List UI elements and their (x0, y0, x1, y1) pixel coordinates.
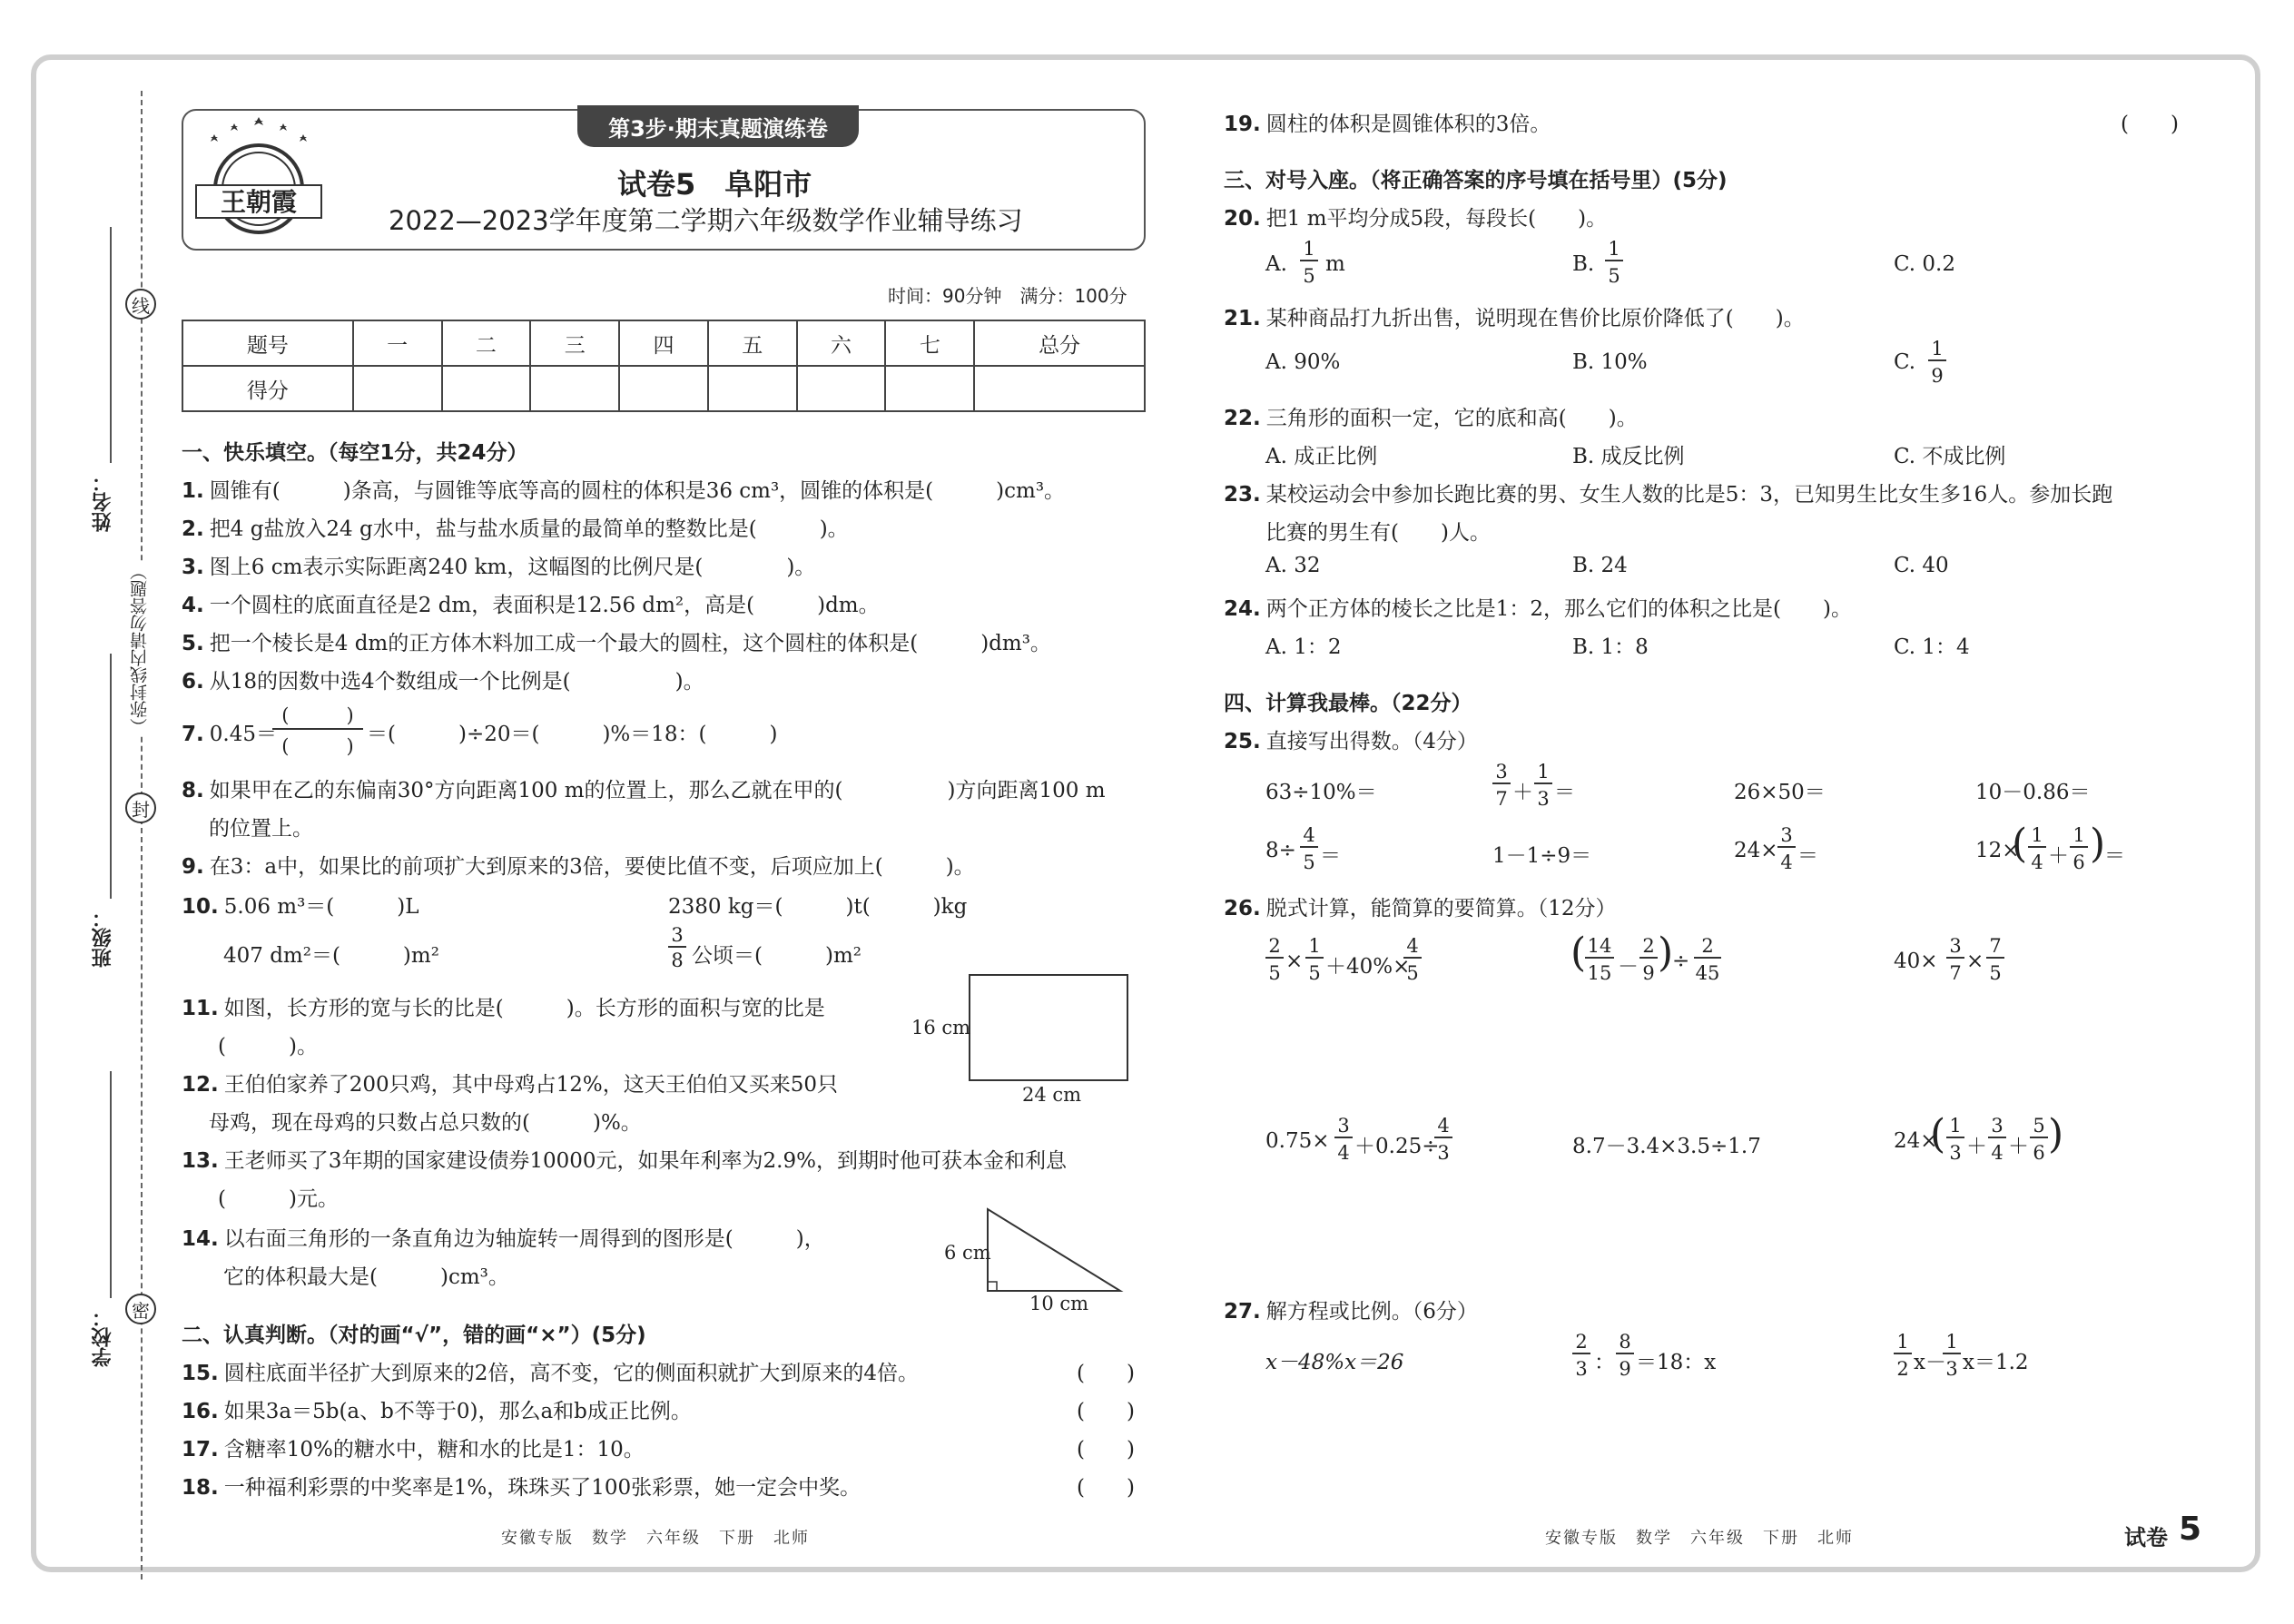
q26f-den1: 3 (1949, 1142, 1962, 1164)
q25b-eq: ＝ (1554, 781, 1575, 804)
q26c-times: × (1966, 950, 1984, 973)
q25h-den2: 6 (2072, 851, 2085, 873)
question-8-cont: 的位置上。 (209, 817, 313, 841)
q-text: 如果甲在乙的东偏南30°方向距离100 m的位置上，那么乙就在甲的( )方向距离100 m (209, 779, 1106, 802)
rect-width-label: 24 cm (1022, 1084, 1082, 1106)
left-paren-glyph: ( (1570, 930, 1587, 976)
tri-height-label: 6 cm (944, 1242, 991, 1264)
q25b-num1: 3 (1492, 761, 1511, 784)
q25b-den1: 7 (1495, 788, 1508, 810)
q26c-den1: 7 (1949, 962, 1962, 984)
q-number: 9. (182, 855, 204, 879)
question-10c: 407 dm²＝( )m² (223, 944, 439, 968)
score-table (182, 320, 1146, 412)
q-text: 从18的因数中选4个数组成一个比例是( )。 (209, 670, 704, 694)
score-table-score-row (182, 366, 1145, 411)
question-12-cont: 母鸡，现在母鸡的只数占总只数的( )%。 (209, 1111, 642, 1135)
score-header-cell: 四 (619, 320, 708, 366)
q-text: 某种商品打九折出售，说明现在售价比原价降低了( )。 (1265, 307, 1805, 330)
q25b-den2: 3 (1537, 788, 1550, 810)
section-1-heading: 一、快乐填空。（每空1分，共24分） (182, 441, 528, 465)
answer-paren[interactable]: ( ) (1077, 1438, 1135, 1462)
q27c-den1: 2 (1896, 1358, 1909, 1380)
q26a-den1: 5 (1268, 962, 1281, 984)
q-text: 如图，长方形的宽与长的比是( )。长方形的面积与宽的比是 (223, 997, 825, 1020)
q-number: 12. (182, 1073, 219, 1097)
right-paren-glyph: ) (1658, 930, 1674, 976)
score-cell[interactable] (797, 366, 886, 411)
step-banner: 第3步·期末真题演练卷 (577, 105, 859, 147)
q20-option-b-label: B. (1572, 252, 1595, 276)
q27b-num1: 2 (1572, 1331, 1590, 1354)
q26f-den3: 6 (2033, 1142, 2045, 1164)
q20-option-a-label: A. (1265, 252, 1287, 276)
q26d-mid: ＋0.25÷ (1354, 1135, 1440, 1158)
q7-fraction-den: ( ) (281, 735, 354, 757)
question-10d: 公顷＝( )m² (692, 944, 861, 968)
question-11-cont: ( )。 (218, 1035, 318, 1058)
q25g-den: 4 (1780, 851, 1793, 873)
question-6 (182, 664, 704, 694)
q-text: 图上6 cm表示实际距离240 km，这幅图的比例尺是( )。 (209, 556, 816, 579)
q-text: 一种福利彩票的中奖率是1%，珠珠买了100张彩票，她一定会中奖。 (223, 1476, 861, 1500)
score-header-cell: 三 (530, 320, 619, 366)
score-cell[interactable] (885, 366, 974, 411)
q-text: 某校运动会中参加长跑比赛的男、女生人数的比是5：3，已知男生比女生多16人。参加长跑 (1265, 483, 2113, 507)
q25h-den1: 4 (2031, 851, 2043, 873)
question-25 (1224, 724, 1478, 754)
q26c-den2: 5 (1989, 962, 2002, 984)
question-23 (1224, 477, 2112, 507)
q27c-num1: 1 (1894, 1331, 1912, 1354)
score-header-cell: 题号 (182, 320, 353, 366)
q26d-prefix: 0.75× (1265, 1129, 1330, 1153)
class-line (110, 654, 112, 899)
question-14 (182, 1222, 825, 1252)
q25e-prefix: 8÷ (1265, 839, 1296, 862)
q21-option-a: A. 90% (1265, 350, 1341, 374)
q-text: 含糖率10%的糖水中，糖和水的比是1：10。 (223, 1438, 645, 1462)
q-text: 解方程或比例。（6分） (1265, 1300, 1478, 1324)
q26b-den3: 45 (1695, 962, 1720, 984)
question-2 (182, 512, 849, 542)
q26b-minus: － (1618, 955, 1639, 979)
question-3 (182, 550, 815, 580)
score-cell[interactable] (708, 366, 797, 411)
q-number: 4. (182, 594, 204, 617)
score-header-cell: 七 (885, 320, 974, 366)
q-number: 6. (182, 670, 204, 694)
q-number: 14. (182, 1227, 219, 1251)
answer-paren[interactable]: ( ) (1077, 1362, 1135, 1385)
name-line (110, 227, 112, 463)
q27b-den1: 3 (1575, 1358, 1588, 1380)
score-header-cell: 五 (708, 320, 797, 366)
q26a-mid: ＋40%× (1325, 955, 1411, 979)
left-paren-glyph: ( (2012, 821, 2028, 867)
q-text: 直接写出得数。（4分） (1265, 730, 1478, 753)
score-row-label: 得分 (182, 366, 353, 411)
question-21 (1224, 301, 1805, 331)
q26d-num1: 3 (1334, 1115, 1353, 1138)
score-header-cell: 二 (442, 320, 531, 366)
q25e-den: 5 (1303, 851, 1315, 873)
section-2-heading: 二、认真判断。（对的画“√”，错的画“×”）(5分) (182, 1324, 646, 1347)
q-number: 1. (182, 479, 204, 503)
question-4 (182, 588, 880, 618)
section-3-heading: 三、对号入座。（将正确答案的序号填在括号里）(5分) (1224, 169, 1728, 192)
q-text: 如果3a＝5b(a、b不等于0)，那么a和b成正比例。 (223, 1400, 692, 1423)
score-cell[interactable] (619, 366, 708, 411)
q24-option-c: C. 1：4 (1894, 635, 1970, 659)
question-12 (182, 1068, 838, 1097)
q-text: 把一个棱长是4 dm的正方体木料加工成一个最大的圆柱，这个圆柱的体积是( )dm³。 (209, 632, 1051, 655)
paper-title: 试卷5 阜阳市 (617, 167, 812, 202)
question-22 (1224, 401, 1638, 431)
q26d-num2: 4 (1434, 1115, 1452, 1138)
score-cell[interactable] (530, 366, 619, 411)
q-number: 23. (1224, 483, 1261, 507)
q21-option-c-label: C. (1894, 350, 1916, 374)
q26a-times: × (1285, 950, 1304, 973)
page-number: 5 (2179, 1511, 2202, 1548)
question-11 (182, 991, 825, 1021)
question-17 (182, 1432, 645, 1462)
answer-paren[interactable]: ( ) (1077, 1476, 1135, 1500)
rect-height-label: 16 cm (911, 1017, 971, 1038)
q-number: 11. (182, 997, 219, 1020)
q-text: 一个圆柱的底面直径是2 dm，表面积是12.56 dm²，高是( )dm。 (209, 594, 880, 617)
q26f-den2: 4 (1991, 1142, 2004, 1164)
q-text: 圆柱底面半径扩大到原来的2倍，高不变，它的侧面积就扩大到原来的4倍。 (223, 1362, 920, 1385)
q-number: 15. (182, 1362, 219, 1385)
answer-paren[interactable]: ( ) (2121, 113, 2179, 136)
q-number: 22. (1224, 407, 1261, 430)
q-text: 5.06 m³＝( )L (223, 895, 419, 919)
right-footer: 安徽专版 数学 六年级 下册 北师 (1545, 1529, 1854, 1548)
question-15 (182, 1356, 919, 1386)
q10d-num: 3 (668, 924, 686, 948)
q25b-plus: ＋ (1512, 781, 1533, 804)
q25h-prefix: 12× (1975, 839, 2020, 862)
q24-option-b: B. 1：8 (1572, 635, 1649, 659)
question-19 (1224, 107, 1551, 137)
q-text: 王老师买了3年期的国家建设债券10000元，如果年利率为2.9%，到期时他可获本金和利息 (223, 1149, 1067, 1173)
q-number: 3. (182, 556, 204, 579)
q26f-num3: 5 (2030, 1115, 2048, 1138)
question-13 (182, 1144, 1067, 1174)
q-number: 24. (1224, 597, 1261, 621)
q-text: 以右面三角形的一条直角边为轴旋转一周得到的图形是( )， (223, 1227, 825, 1251)
q26a-num2: 1 (1305, 935, 1324, 959)
q-text: 圆锥有( )条高，与圆锥等底等高的圆柱的体积是36 cm³，圆锥的体积是( )cm³。 (209, 479, 1066, 503)
q26d-den1: 4 (1337, 1142, 1350, 1164)
logo-text: 王朝霞 (220, 187, 298, 217)
score-cell[interactable] (353, 366, 442, 411)
q27a-equation: x－48%x＝26 (1265, 1351, 1404, 1374)
q26b-num3: 2 (1694, 935, 1721, 959)
section-4-heading: 四、计算我最棒。（22分） (1224, 692, 1472, 715)
q7-fraction-num: ( ) (272, 701, 363, 730)
question-1 (182, 474, 1065, 504)
q25b-num2: 1 (1534, 761, 1552, 784)
paper-subtitle: 2022—2023学年度第二学期六年级数学作业辅导练习 (389, 205, 1023, 236)
q26a-den3: 5 (1406, 962, 1419, 984)
q-text: 两个正方体的棱长之比是1：2，那么它们的体积之比是( )。 (1265, 597, 1852, 621)
q25h-num1: 1 (2028, 824, 2046, 848)
q26a-num1: 2 (1265, 935, 1284, 959)
q26e-expression: 8.7－3.4×3.5÷1.7 (1572, 1135, 1761, 1158)
q-number: 17. (182, 1438, 219, 1462)
q22-option-a: A. 成正比例 (1265, 445, 1378, 468)
q-text: 圆柱的体积是圆锥体积的3倍。 (1265, 113, 1551, 136)
q26b-den2: 9 (1642, 962, 1655, 984)
q-number: 25. (1224, 730, 1261, 753)
score-table-header-row (182, 320, 1145, 366)
q26b-div: ÷ (1672, 950, 1690, 973)
time-score-meta: 时间：90分钟 满分：100分 (888, 285, 1127, 307)
q21c-num: 1 (1928, 338, 1946, 361)
q25h-eq: ＝ (2104, 844, 2125, 868)
question-13-cont: ( )元。 (218, 1187, 339, 1211)
q20a-den: 5 (1303, 265, 1315, 287)
q27c-den2: 3 (1945, 1358, 1958, 1380)
q22-option-b: B. 成反比例 (1572, 445, 1685, 468)
question-10b: 2380 kg＝( )t( )kg (668, 895, 968, 919)
q21-option-b: B. 10% (1572, 350, 1648, 374)
answer-paren[interactable]: ( ) (1077, 1400, 1135, 1423)
q20b-num: 1 (1605, 238, 1623, 261)
q26a-den2: 5 (1308, 962, 1321, 984)
left-paren-glyph: ( (1930, 1111, 1946, 1157)
question-9 (182, 850, 975, 880)
q20b-den: 5 (1608, 265, 1620, 287)
q26f-plus: ＋ (1966, 1135, 1987, 1158)
q26c-num2: 7 (1986, 935, 2004, 959)
question-7 (182, 717, 277, 747)
score-header-cell: 六 (797, 320, 886, 366)
q-number: 16. (182, 1400, 219, 1423)
seal-xian: 线 (125, 289, 156, 320)
q26a-num3: 4 (1403, 935, 1422, 959)
q26c-num1: 3 (1946, 935, 1964, 959)
q25-item: 63÷10%＝ (1265, 781, 1377, 804)
q27b-num2: 8 (1616, 1331, 1634, 1354)
q25g-num: 3 (1777, 824, 1796, 848)
q25h-num2: 1 (2070, 824, 2088, 848)
school-line (110, 1071, 112, 1298)
q-number: 21. (1224, 307, 1261, 330)
q23-option-c: C. 40 (1894, 554, 1949, 577)
plus-sign: ＋ (2048, 844, 2069, 868)
score-cell[interactable] (974, 366, 1145, 411)
q23-option-b: B. 24 (1572, 554, 1628, 577)
q-text: 三角形的面积一定，它的底和高( )。 (1265, 407, 1638, 430)
page-label: 试卷 (2124, 1525, 2168, 1550)
q25e-num: 4 (1300, 824, 1318, 848)
q24-option-a: A. 1：2 (1265, 635, 1342, 659)
plus-sign: ＋ (2008, 1135, 2029, 1158)
question-26 (1224, 891, 1617, 921)
q-number: 8. (182, 779, 204, 802)
q20-option-c: C. 0.2 (1894, 252, 1955, 276)
q-text: 脱式计算，能简算的要简算。（12分） (1265, 897, 1617, 920)
q27c-num2: 1 (1943, 1331, 1961, 1354)
question-18 (182, 1471, 861, 1501)
q-number: 5. (182, 632, 204, 655)
question-23-cont: 比赛的男生有( )人。 (1265, 521, 1491, 545)
right-paren-glyph: ) (2090, 821, 2106, 867)
tri-base-label: 10 cm (1029, 1293, 1089, 1314)
q25-item: 26×50＝ (1734, 781, 1826, 804)
q26d-den2: 3 (1437, 1142, 1450, 1164)
q27c-mid: x－ (1914, 1351, 1946, 1374)
triangle-figure (986, 1207, 1124, 1294)
q27c-rest: x＝1.2 (1963, 1351, 2029, 1374)
q-number: 13. (182, 1149, 219, 1173)
q20a-unit: m (1325, 252, 1345, 276)
q-text: 把4 g盐放入24 g水中，盐与盐水质量的最简单的整数比是( )。 (209, 517, 849, 541)
school-label: 学校： (92, 1307, 114, 1367)
question-27 (1224, 1294, 1478, 1324)
question-10a (182, 890, 419, 920)
score-header-cell: 一 (353, 320, 442, 366)
q-text: 在3：a中，如果比的前项扩大到原来的3倍，要使比值不变，后项应加上( )。 (209, 855, 975, 879)
score-cell[interactable] (442, 366, 531, 411)
seal-feng: 封 (125, 792, 156, 823)
q-number: 10. (182, 895, 219, 919)
score-header-cell: 总分 (974, 320, 1145, 366)
q26b-num2: 2 (1639, 935, 1658, 959)
q26f-num1: 1 (1946, 1115, 1964, 1138)
left-footer: 安徽专版 数学 六年级 下册 北师 (501, 1529, 810, 1548)
q25g-eq: ＝ (1797, 844, 1818, 868)
q26f-prefix: 24× (1894, 1129, 1938, 1153)
class-label: 班级： (92, 908, 114, 968)
q27b-colon: ： (1594, 1351, 1615, 1374)
publisher-logo (192, 114, 325, 238)
q25-item: 1－1÷9＝ (1492, 844, 1592, 868)
question-24 (1224, 592, 1852, 622)
q20a-num: 1 (1300, 238, 1318, 261)
q10d-den: 8 (671, 950, 684, 971)
question-20 (1224, 202, 1607, 231)
q26b-den1: 15 (1587, 962, 1612, 984)
q25g-prefix: 24× (1734, 839, 1778, 862)
q-text: 0.45＝ (209, 723, 277, 746)
question-5 (182, 626, 1051, 656)
question-8 (182, 773, 1106, 803)
q-text: 把1 m平均分成5段，每段长( )。 (1265, 207, 1608, 231)
q22-option-c: C. 不成比例 (1894, 445, 2006, 468)
no-answer-warning: （弥封线内请勿答题） (127, 563, 152, 735)
q-number: 19. (1224, 113, 1261, 136)
q26c-prefix: 40× (1894, 950, 1938, 973)
seal-mi: 密 (125, 1294, 156, 1324)
q-text: 王伯伯家养了200只鸡，其中母鸡占12%，这天王伯伯又买来50只 (223, 1073, 839, 1097)
logo-stars-icon (211, 117, 307, 142)
name-label: 姓名： (92, 472, 114, 532)
q25-item: 10－0.86＝ (1975, 781, 2091, 804)
q-number: 27. (1224, 1300, 1261, 1324)
q-number: 7. (182, 723, 204, 746)
q23-option-a: A. 32 (1265, 554, 1321, 577)
q-number: 2. (182, 517, 204, 541)
right-paren-glyph: ) (2048, 1111, 2064, 1157)
q25e-eq: ＝ (1320, 844, 1341, 868)
question-14-cont: 它的体积最大是( )cm³。 (223, 1265, 509, 1289)
q27b-rest: ＝18：x (1636, 1351, 1717, 1374)
q-number: 20. (1224, 207, 1261, 231)
q-number: 26. (1224, 897, 1261, 920)
q27b-den2: 9 (1619, 1358, 1631, 1380)
q21c-den: 9 (1931, 365, 1944, 387)
q26f-num2: 3 (1988, 1115, 2006, 1138)
question-16 (182, 1394, 692, 1424)
q26b-num1: 14 (1585, 935, 1614, 959)
rectangle-figure (969, 974, 1128, 1081)
q7-rest: ＝( )÷20＝( )%＝18：( ) (367, 723, 778, 746)
q-number: 18. (182, 1476, 219, 1500)
